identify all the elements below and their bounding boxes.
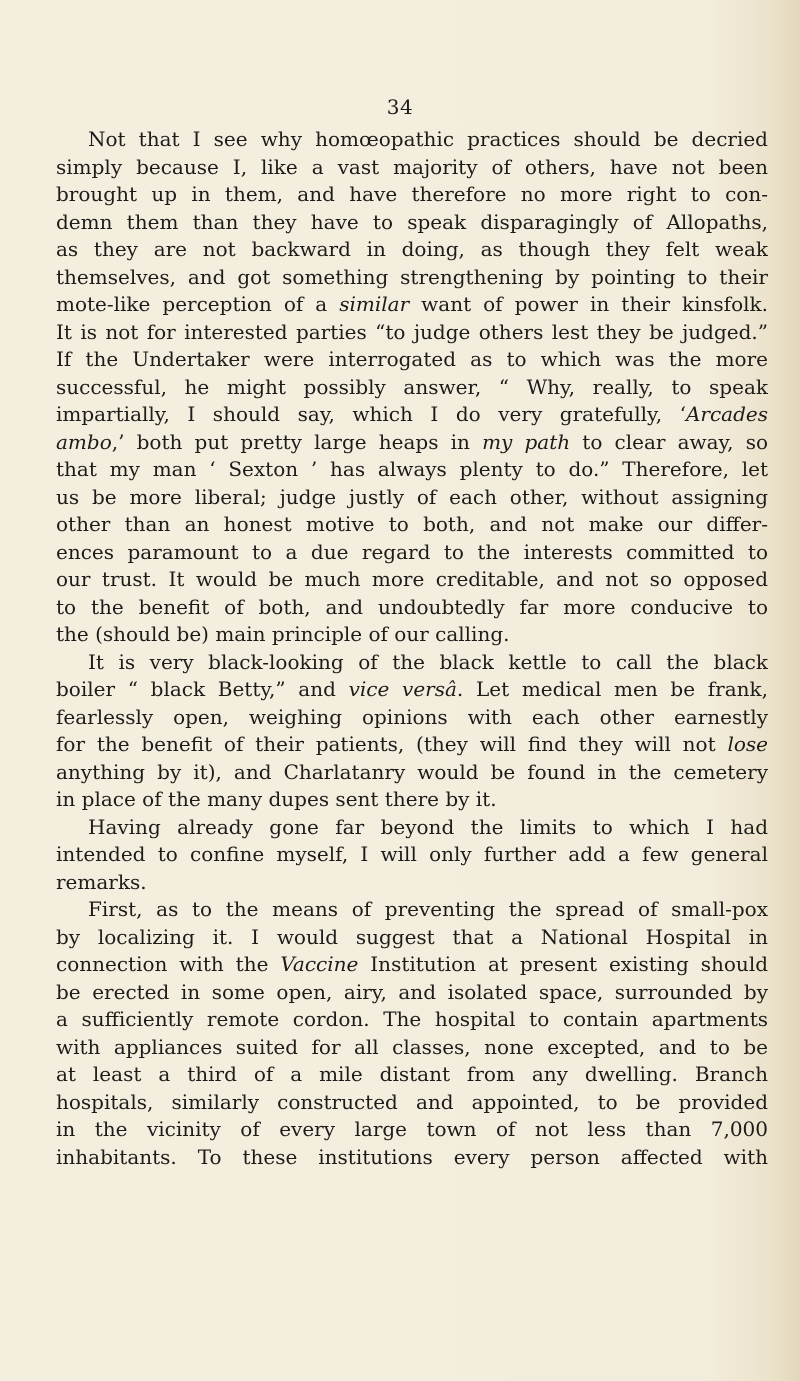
text-run: a sufficiently remote cordon. The hospital to contain apartments [56,1007,768,1031]
text-run: hospitals, similarly constructed and appointed, to be provided [56,1089,768,1114]
text-line [56,676,768,704]
text-line [56,154,768,182]
text-run: brought up in them, and have therefore no more right to con- [56,182,768,206]
text-run: demn them than they have to speak disparagingly of Allopaths, [56,209,768,234]
text-line [56,1034,768,1062]
italic-text: Vaccine [280,952,359,976]
text-run: First, as to the means of preventing the spread of small-pox [88,897,768,921]
text-line [56,951,768,979]
text-run: Having already gone far beyond the limits to which I had [88,814,768,839]
text-line [56,759,768,787]
text-line [56,291,768,319]
text-line [56,704,768,732]
text-run: inhabitants. To these institutions every person affected with [56,1144,768,1169]
text-run: themselves, and got something strengthening by pointing to their [56,264,768,289]
text-line [56,731,768,759]
text-run: impartially, I should say, which I do very gratefully, ‘ [56,402,686,426]
text-run: for the benefit of their patients, (they will find they will not [56,732,728,756]
italic-text: lose [727,732,768,756]
italic-text: my path [482,429,571,454]
text-line [56,566,768,594]
text-run: anything by it), and Charlatanry would be found in the cemetery [56,759,768,784]
text-run: that my man ‘ Sexton ’ has always plenty to do.” Therefore, let [56,457,768,481]
italic-text: vice versâ [348,677,457,701]
text-run: to the benefit of both, and undoubtedly far more conducive to [56,594,768,619]
text-run: Not that I see why homœopathic practices should be decried [88,127,768,151]
text-run: simply because I, like a vast majority of others, have not been [56,154,768,179]
text-line [56,896,768,924]
text-run: remarks. [56,869,147,894]
text-line [56,649,768,677]
text-line [56,594,768,622]
text-line [56,1061,768,1089]
text-line [56,236,768,264]
text-line [56,621,768,649]
text-line [56,924,768,952]
italic-text: Arcades [685,402,768,426]
text-line [56,1089,768,1117]
text-line [56,869,768,897]
text-line [56,511,768,539]
text-run: fearlessly open, weighing opinions with each other earnestly [56,704,768,729]
text-line [56,126,768,154]
text-line [56,181,768,209]
text-line [56,841,768,869]
text-run: intended to confine myself, I will only further add a few general [56,842,768,866]
text-line [56,401,768,429]
text-run: at least a third of a mile distant from any dwelling. Branch [56,1062,768,1086]
italic-text: similar [339,292,410,316]
text-run: us be more liberal; judge justly of each other, without assigning [56,484,768,509]
text-line [56,209,768,237]
text-run: with appliances suited for all classes, none excepted, and to be [56,1034,768,1059]
text-run: If the Undertaker were interrogated as to which was the more [56,347,768,371]
text-line [56,484,768,512]
text-run: It is not for interested parties “to judge others lest they be judged.” [56,319,768,344]
text-line [56,539,768,567]
text-line [56,814,768,842]
page-number: 34 [386,95,414,119]
text-line [56,1144,768,1172]
text-line [56,456,768,484]
text-run: want of power in their kinsfolk. [409,292,768,316]
text-run: in place of the many dupes sent there by it. [56,787,497,811]
text-line [56,1116,768,1144]
text-run: successful, he might possibly answer, “ Why, really, to speak [56,374,768,399]
text-line [56,979,768,1007]
text-run: ences paramount to a due regard to the interests committed to [56,539,768,564]
italic-text: ambo [56,429,112,454]
text-run: our trust. It would be much more creditable, and not so opposed [56,567,768,591]
body-text [56,126,768,1171]
text-line [56,786,768,814]
text-line [56,429,768,457]
text-run: as they are not backward in doing, as though they felt weak [56,237,768,261]
text-run: by localizing it. I would suggest that a National Hospital in [56,924,768,949]
text-run: in the vicinity of every large town of not less than 7,000 [56,1117,768,1141]
text-run: be erected in some open, airy, and isolated space, surrounded by [56,979,768,1004]
text-line [56,264,768,292]
text-line [56,1006,768,1034]
text-line [56,319,768,347]
text-run: other than an honest motive to both, and not make our differ- [56,512,768,536]
text-run: the (should be) main principle of our calling. [56,622,510,646]
text-run: . Let medical men be frank, [456,677,768,701]
text-run: mote-like perception of a [56,292,340,316]
text-line [56,374,768,402]
text-run: boiler “ black Betty,” and [56,677,349,701]
text-line [56,346,768,374]
text-run: connection with the [56,952,281,976]
text-run: to clear away, so [570,429,768,454]
text-run: ,’ both put pretty large heaps in [111,429,483,454]
text-run: Institution at present existing should [358,952,768,976]
text-run: It is very black-looking of the black kettle to call the black [88,649,768,674]
